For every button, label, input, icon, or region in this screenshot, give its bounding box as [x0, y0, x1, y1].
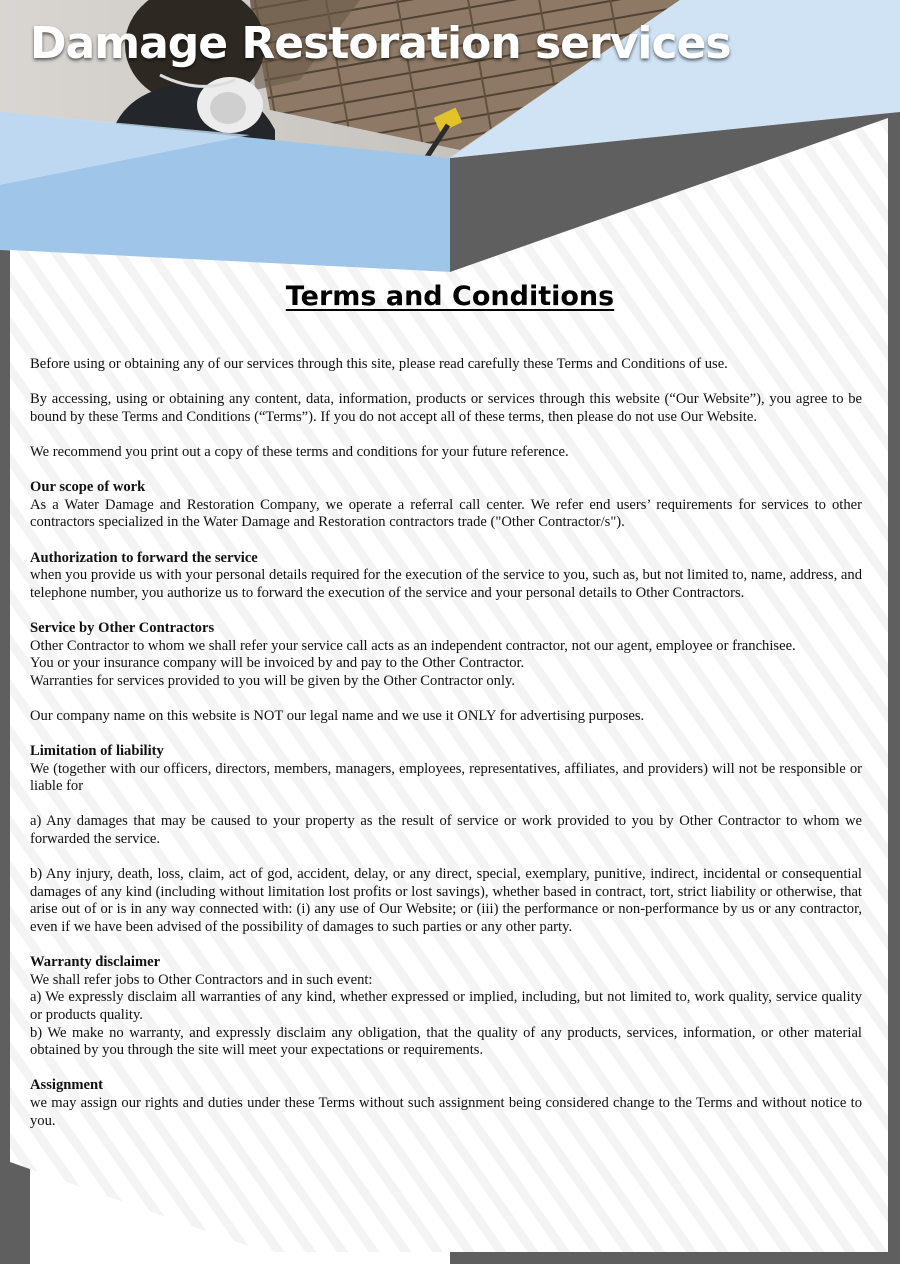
section-heading: Assignment [30, 1077, 103, 1094]
liability-item-a: a) Any damages that may be caused to your property as the result of service or work provided to you by Other Contractor to whom we forwarded the service. [30, 813, 862, 848]
section-heading: Warranty disclaimer [30, 954, 161, 971]
section-text: Other Contractor to whom we shall refer your service call acts as an independent contractor, not our agent, employee or franchisee. [30, 637, 796, 654]
section-text: a) We expressly disclaim all warranties of any kind, whether expressed or implied, including, but not limited to, work quality, service quality or products quality. [30, 989, 862, 1023]
intro-paragraph: We recommend you print out a copy of these terms and conditions for your future reference. [30, 443, 569, 460]
intro-paragraph: By accessing, using or obtaining any content, data, information, products or services through this website (“Our Website”), you agree to be bound by these Terms and Conditions (“Terms”). If you do not accept all of these terms, then please do not use Our Website. [30, 391, 862, 425]
section-heading: Limitation of liability [30, 743, 164, 760]
company-name-note: Our company name on this website is NOT our legal name and we use it ONLY for advertising purposes. [30, 707, 645, 724]
section-scope [30, 479, 862, 532]
section-text: You or your insurance company will be invoiced by and pay to the Other Contractor. [30, 655, 525, 672]
section-authorization [30, 550, 862, 603]
section-text: Warranties for services provided to you will be given by the Other Contractor only. [30, 672, 516, 689]
section-heading: Authorization to forward the service [30, 549, 258, 566]
section-text: when you provide us with your personal details required for the execution of the service to you, such as, but not limited to, name, address, and telephone number, you authorize us to forward the execution of the service and your personal details to Other Contractors. [30, 567, 862, 601]
section-text: We shall refer jobs to Other Contractors and in such event: [30, 971, 373, 988]
section-other-contractors [30, 620, 862, 690]
section-assignment [30, 1077, 862, 1130]
section-text: As a Water Damage and Restoration Company, we operate a referral call center. We refer end users’ requirements for services to other contractors specialized in the Water Damage and Restoration contractors trade ("Other Contractor/s"). [30, 496, 862, 531]
section-text: We (together with our officers, directors, members, managers, employees, representatives, affiliates, and providers) will not be responsible or liable for [30, 760, 862, 795]
section-heading: Our scope of work [30, 479, 146, 496]
page-title: Terms and Conditions [285, 281, 615, 312]
section-heading: Service by Other Contractors [30, 619, 215, 636]
section-warranty [30, 954, 862, 1060]
intro-paragraph: Before using or obtaining any of our services through this site, please read carefully these Terms and Conditions of use. [30, 356, 728, 372]
section-text: we may assign our rights and duties under these Terms without such assignment being considered change to the Terms and without notice to you. [30, 1094, 862, 1129]
section-liability [30, 743, 862, 796]
brand-title: Damage Restoration services [30, 18, 731, 69]
section-text: b) We make no warranty, and expressly disclaim any obligation, that the quality of any products, services, information, or other material obtained by you through the site will meet your expectations or requirements. [30, 1024, 862, 1059]
terms-content [30, 356, 862, 1148]
liability-item-b: b) Any injury, death, loss, claim, act of god, accident, delay, or any direct, special, exemplary, punitive, indirect, incidental or consequential damages of any kind (including without limitation lost profits or lost savings), whether based in contract, tort, strict liability or otherwise, that arise out of or is in any way connected with: (i) any use of Our Website; or (iii) the performance or non-performance by us or any contractor, even if we have been advised of the possibility of damages to such parties or any other party. [30, 866, 862, 935]
